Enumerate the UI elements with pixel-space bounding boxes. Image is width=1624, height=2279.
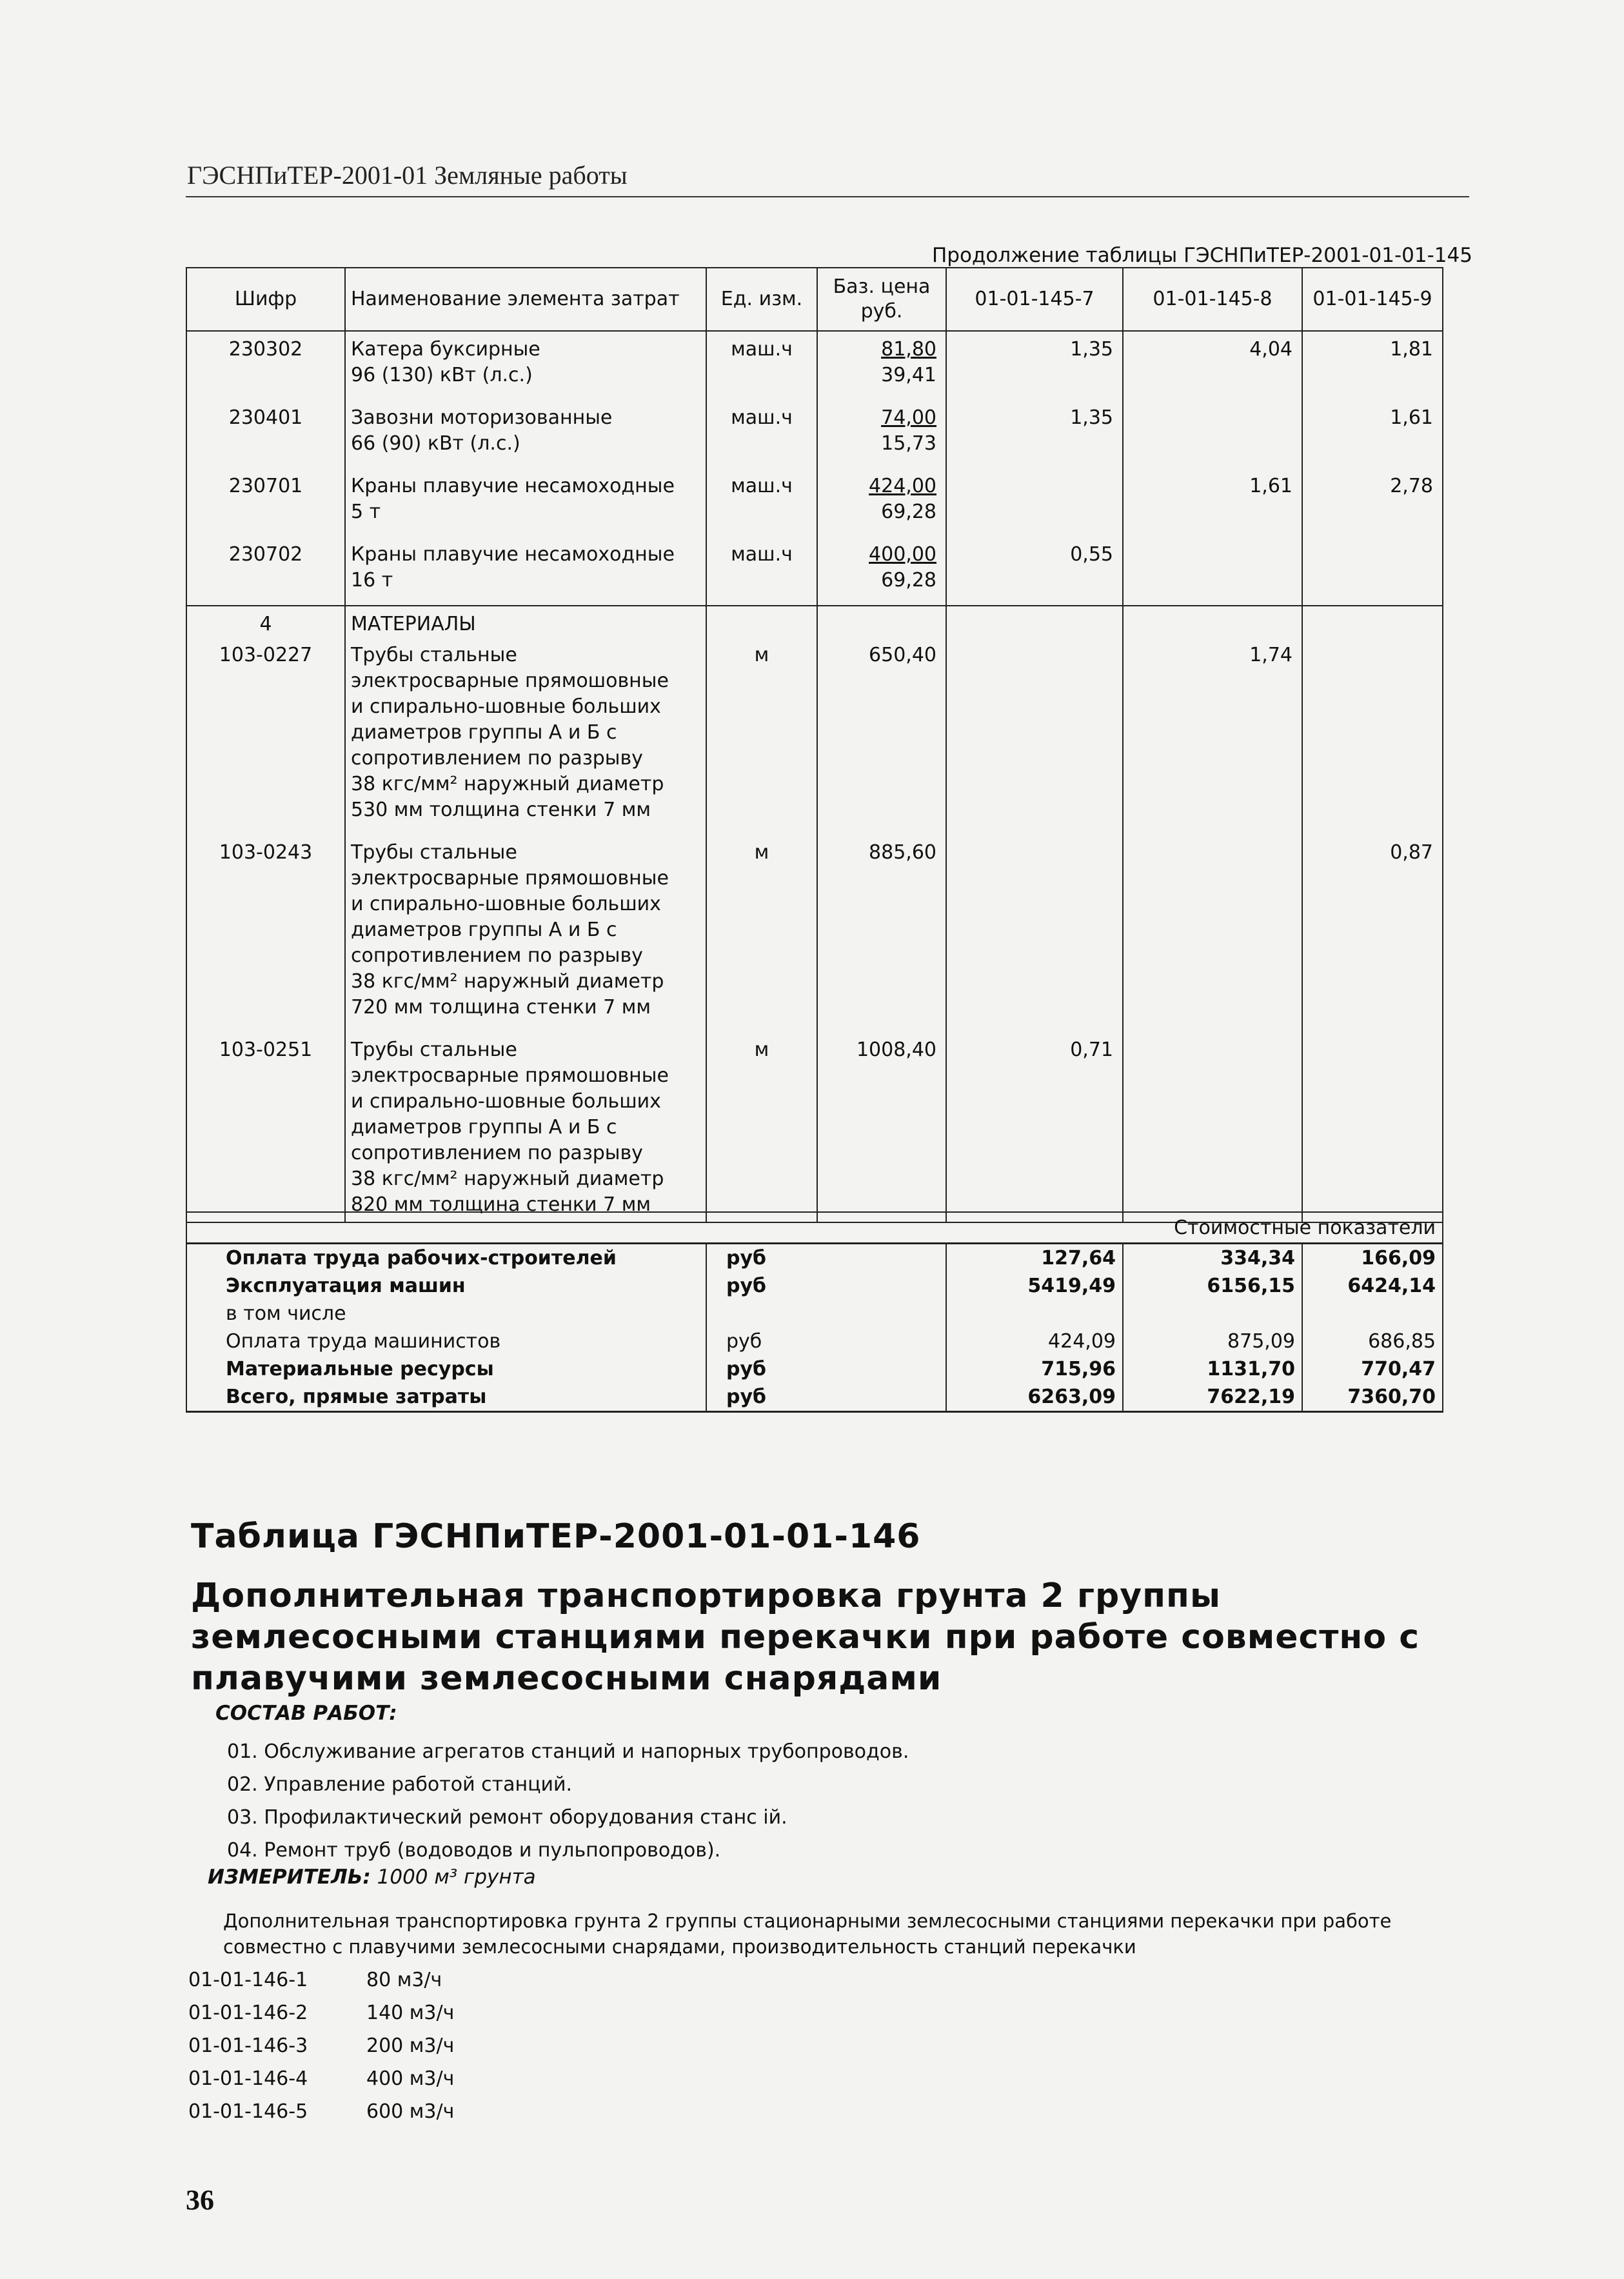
cell-value: [1123, 400, 1302, 468]
list-item: [188, 2062, 454, 2095]
summary-row: [186, 1355, 1443, 1383]
cell-value: 1,61: [1123, 468, 1302, 537]
col-header: 01-01-145-8: [1123, 268, 1302, 331]
cell-value: 1,35: [946, 400, 1123, 468]
works-heading: СОСТАВ РАБОТ:: [215, 1702, 397, 1725]
list-item: [188, 2095, 454, 2128]
cell-value: [1302, 637, 1443, 835]
code: 01-01-146-5: [188, 2100, 308, 2123]
summary-value: 6263,09: [946, 1383, 1123, 1412]
summary-value: 875,09: [1123, 1328, 1302, 1355]
summary-caption: Стоимостные показатели: [186, 1212, 1443, 1244]
cell-value: [1123, 537, 1302, 606]
cell-value: [1123, 1032, 1302, 1222]
cell-value: 1,35: [946, 331, 1123, 400]
measure-line: [208, 1866, 536, 1889]
cell-code: 4: [186, 606, 345, 637]
cell-name: Краны плавучие несамоходные 5 т: [345, 468, 706, 537]
cell-price: 650,40: [817, 637, 946, 835]
cell-value: [946, 835, 1123, 1032]
col-header: 01-01-145-7: [946, 268, 1123, 331]
cell-code: 230702: [186, 537, 345, 606]
list-item: 03. Профилактический ремонт оборудования станс ій.: [227, 1806, 787, 1829]
page-number: 36: [186, 2184, 214, 2216]
cell-unit: м: [706, 835, 817, 1032]
summary-value: 715,96: [946, 1355, 1123, 1383]
cell-value: 1,81: [1302, 331, 1443, 400]
summary-value: [1302, 1300, 1443, 1328]
summary-value: 6424,14: [1302, 1272, 1443, 1300]
section-row-materials: [186, 606, 1443, 637]
summary-value: 5419,49: [946, 1272, 1123, 1300]
cell-name: Трубы стальные электросварные прямошовные и спирально-шовные больших диаметров группы А и Б с сопротивлением по разрыву 38 кгс/мм² наружный диаметр 820 мм толщина стенки 7 мм: [345, 1032, 706, 1222]
summary-value: 7360,70: [1302, 1383, 1443, 1412]
capacity: 400 м3/ч: [366, 2067, 455, 2090]
summary-unit: руб: [706, 1355, 946, 1383]
table-subtitle: Дополнительная транспортировка грунта 2 группы землесосными станциями перекачки при работе совместно с плавучими землесосными снарядами: [191, 1577, 1420, 1698]
col-header: Баз. цена руб.: [817, 268, 946, 331]
summary-label: Оплата труда машинистов: [186, 1328, 706, 1355]
cell-unit: маш.ч: [706, 537, 817, 606]
col-header: Наименование элемента затрат: [345, 268, 706, 331]
cell-value: 0,71: [946, 1032, 1123, 1222]
summary-unit: руб: [706, 1328, 946, 1355]
code: 01-01-146-3: [188, 2035, 308, 2057]
cell-code: 103-0227: [186, 637, 345, 835]
cell-value: [1302, 1032, 1443, 1222]
col-header: Ед. изм.: [706, 268, 817, 331]
list-item: [188, 1964, 454, 1996]
cell-unit: м: [706, 1032, 817, 1222]
summary-value: [946, 1300, 1123, 1328]
resource-table: [186, 267, 1443, 1223]
table-row: [186, 468, 1443, 537]
cell-value: 1,74: [1123, 637, 1302, 835]
cell-unit: маш.ч: [706, 331, 817, 400]
summary-value: 686,85: [1302, 1328, 1443, 1355]
col-header: 01-01-145-9: [1302, 268, 1443, 331]
cell-price: 424,00 69,28: [817, 468, 946, 537]
cell-price: 885,60: [817, 835, 946, 1032]
table-header-row: [186, 268, 1443, 331]
cell-value: 1,61: [1302, 400, 1443, 468]
cell-code: 230701: [186, 468, 345, 537]
cell-value: 2,78: [1302, 468, 1443, 537]
table-row: [186, 637, 1443, 835]
summary-value: [1123, 1300, 1302, 1328]
summary-row: [186, 1244, 1443, 1273]
summary-value: 1131,70: [1123, 1355, 1302, 1383]
cell-name: Завозни моторизованные 66 (90) кВт (л.с.): [345, 400, 706, 468]
cell-price: 400,00 69,28: [817, 537, 946, 606]
table-row: [186, 331, 1443, 400]
summary-value: 6156,15: [1123, 1272, 1302, 1300]
code-list: [188, 1964, 454, 2128]
cell-name: Трубы стальные электросварные прямошовные и спирально-шовные больших диаметров группы А и Б с сопротивлением по разрыву 38 кгс/мм² наружный диаметр 720 мм толщина стенки 7 мм: [345, 835, 706, 1032]
cell-value: [946, 637, 1123, 835]
table-row: [186, 537, 1443, 606]
code: 01-01-146-4: [188, 2067, 308, 2090]
cell-code: 230302: [186, 331, 345, 400]
code: 01-01-146-2: [188, 2002, 308, 2024]
list-item: [188, 2029, 454, 2062]
summary-unit: руб: [706, 1244, 946, 1273]
summary-unit: руб: [706, 1383, 946, 1412]
cell-value: [946, 468, 1123, 537]
summary-label: Материальные ресурсы: [186, 1355, 706, 1383]
cell-value: [1123, 835, 1302, 1032]
summary-value: 424,09: [946, 1328, 1123, 1355]
cell-code: 230401: [186, 400, 345, 468]
capacity: 140 м3/ч: [366, 2002, 455, 2024]
summary-label: в том числе: [186, 1300, 706, 1328]
cost-summary-table: [186, 1211, 1443, 1413]
cell-price: 74,00 15,73: [817, 400, 946, 468]
summary-row: [186, 1300, 1443, 1328]
section-title: МАТЕРИАЛЫ: [345, 606, 706, 637]
cell-value: 4,04: [1123, 331, 1302, 400]
cell-name: Катера буксирные 96 (130) кВт (л.с.): [345, 331, 706, 400]
cell-unit: м: [706, 637, 817, 835]
list-item: 01. Обслуживание агрегатов станций и напорных трубопроводов.: [227, 1740, 909, 1763]
table-title: Таблица ГЭСНПиТЕР-2001-01-01-146: [191, 1517, 921, 1556]
summary-value: 770,47: [1302, 1355, 1443, 1383]
header-rule: [186, 196, 1469, 197]
summary-unit: [706, 1300, 946, 1328]
capacity: 80 м3/ч: [366, 1969, 442, 1991]
list-item: 04. Ремонт труб (водоводов и пульпопроводов).: [227, 1839, 721, 1862]
code: 01-01-146-1: [188, 1969, 308, 1991]
cell-unit: маш.ч: [706, 400, 817, 468]
cell-name: Краны плавучие несамоходные 16 т: [345, 537, 706, 606]
summary-row: [186, 1272, 1443, 1300]
summary-value: 334,34: [1123, 1244, 1302, 1273]
table-row: [186, 1032, 1443, 1222]
cell-name: Трубы стальные электросварные прямошовные и спирально-шовные больших диаметров группы А и Б с сопротивлением по разрыву 38 кгс/мм² наружный диаметр 530 мм толщина стенки 7 мм: [345, 637, 706, 835]
works-list: [227, 1735, 909, 1867]
measure-label: ИЗМЕРИТЕЛЬ:: [208, 1866, 371, 1889]
summary-value: 127,64: [946, 1244, 1123, 1273]
table-row: [186, 400, 1443, 468]
summary-label: Всего, прямые затраты: [186, 1383, 706, 1412]
summary-row: [186, 1383, 1443, 1412]
summary-label: Оплата труда рабочих-строителей: [186, 1244, 706, 1273]
cell-value: [1302, 537, 1443, 606]
col-header: Шифр: [186, 268, 345, 331]
cell-price: 81,80 39,41: [817, 331, 946, 400]
summary-unit: руб: [706, 1272, 946, 1300]
table-row: [186, 835, 1443, 1032]
capacity: 600 м3/ч: [366, 2100, 455, 2123]
summary-value: 166,09: [1302, 1244, 1443, 1273]
cell-value: 0,55: [946, 537, 1123, 606]
cell-code: 103-0243: [186, 835, 345, 1032]
capacity: 200 м3/ч: [366, 2035, 455, 2057]
cell-code: 103-0251: [186, 1032, 345, 1222]
summary-value: 7622,19: [1123, 1383, 1302, 1412]
cell-value: 0,87: [1302, 835, 1443, 1032]
description: Дополнительная транспортировка грунта 2 группы стационарными землесосными станциями перекачки при работе совместно с плавучими землесосными снарядами, производительность станций перекачки: [223, 1910, 1392, 1958]
list-item: [188, 1996, 454, 2029]
summary-caption-row: [186, 1212, 1443, 1244]
cell-price: 1008,40: [817, 1032, 946, 1222]
list-item: 02. Управление работой станций.: [227, 1773, 573, 1796]
running-header: ГЭСНПиТЕР-2001-01 Земляные работы: [187, 161, 628, 190]
summary-row: [186, 1328, 1443, 1355]
continuation-caption: Продолжение таблицы ГЭСНПиТЕР-2001-01-01-145: [932, 244, 1472, 267]
summary-label: Эксплуатация машин: [186, 1272, 706, 1300]
cell-unit: маш.ч: [706, 468, 817, 537]
measure-value: 1000 м³ грунта: [377, 1866, 536, 1889]
